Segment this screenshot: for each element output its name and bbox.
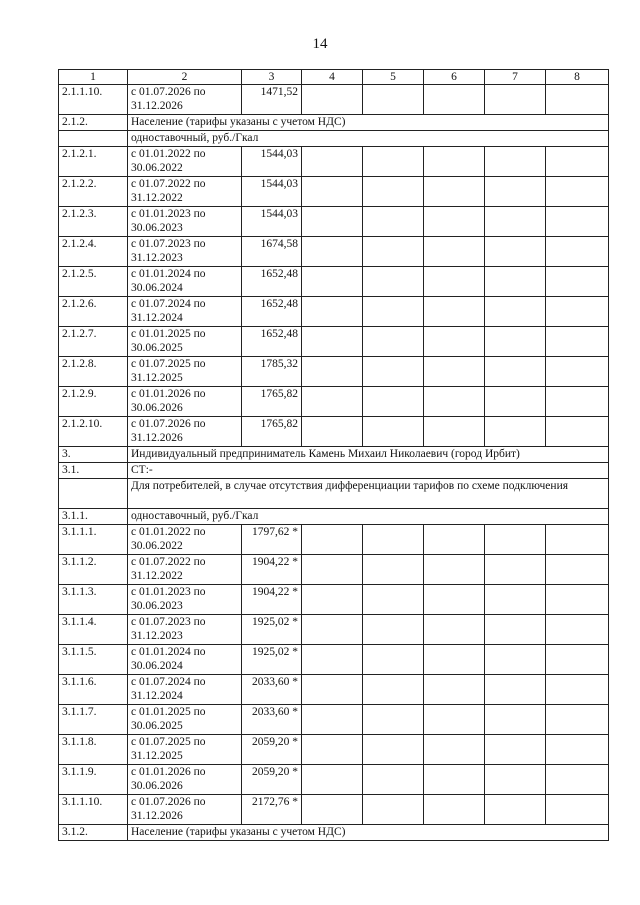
period-cell <box>128 147 242 177</box>
empty-cell <box>363 357 424 387</box>
empty-cell <box>546 525 609 555</box>
period-line: с 01.07.2025 по <box>131 736 206 748</box>
empty-cell <box>485 267 546 297</box>
empty-cell <box>485 525 546 555</box>
empty-cell <box>485 297 546 327</box>
period-line: с 01.01.2026 по <box>131 388 206 400</box>
empty-cell <box>546 675 609 705</box>
empty-cell <box>485 327 546 357</box>
row-number: 2.1.2.5. <box>59 267 128 297</box>
empty-cell <box>546 297 609 327</box>
table-row <box>59 615 609 645</box>
period-cell <box>128 585 242 615</box>
tariff-value: 1652,48 <box>242 327 302 357</box>
header-cell: 2 <box>128 70 242 85</box>
period-line: 31.12.2026 <box>131 810 183 822</box>
empty-cell <box>485 795 546 825</box>
table-row <box>59 555 609 585</box>
period-line: 31.12.2025 <box>131 372 183 384</box>
empty-cell <box>302 645 363 675</box>
empty-cell <box>485 765 546 795</box>
period-line: 30.06.2026 <box>131 780 183 792</box>
row-number: 3.1.1.7. <box>59 705 128 735</box>
header-cell: 1 <box>59 70 128 85</box>
empty-cell <box>485 645 546 675</box>
empty-cell <box>363 705 424 735</box>
section-title: Население (тарифы указаны с учетом НДС) <box>128 115 609 131</box>
empty-cell <box>424 147 485 177</box>
empty-cell <box>485 705 546 735</box>
empty-cell <box>424 387 485 417</box>
period-line: 30.06.2023 <box>131 600 183 612</box>
empty-cell <box>302 795 363 825</box>
empty-cell <box>302 177 363 207</box>
header-cell: 7 <box>485 70 546 85</box>
empty-cell <box>424 795 485 825</box>
tariff-value: 1797,62 * <box>242 525 302 555</box>
empty-cell <box>485 85 546 115</box>
tariff-value: 2172,76 * <box>242 795 302 825</box>
empty-cell <box>546 615 609 645</box>
row-number: 3.1. <box>59 463 128 479</box>
period-line: с 01.01.2025 по <box>131 328 206 340</box>
row-number: 2.1.2. <box>59 115 128 131</box>
empty-cell <box>424 525 485 555</box>
period-line: с 01.01.2024 по <box>131 646 206 658</box>
empty-cell <box>424 267 485 297</box>
empty-cell <box>546 705 609 735</box>
table-row <box>59 387 609 417</box>
empty-cell <box>424 585 485 615</box>
tariff-value: 1765,82 <box>242 387 302 417</box>
row-number: 2.1.2.1. <box>59 147 128 177</box>
period-line: 30.06.2025 <box>131 342 183 354</box>
row-number: 3.1.1.5. <box>59 645 128 675</box>
empty-cell <box>546 645 609 675</box>
tariff-value: 1925,02 * <box>242 645 302 675</box>
page-number: 14 <box>312 36 328 52</box>
row-number: 2.1.2.10. <box>59 417 128 447</box>
period-line: 31.12.2023 <box>131 630 183 642</box>
table-row <box>59 825 609 841</box>
empty-cell <box>363 417 424 447</box>
empty-cell <box>546 147 609 177</box>
empty-cell <box>485 357 546 387</box>
table-row <box>59 147 609 177</box>
empty-cell <box>546 735 609 765</box>
empty-cell <box>424 417 485 447</box>
table-row <box>59 585 609 615</box>
section-title: одноставочный, руб./Гкал <box>128 131 609 147</box>
row-number: 2.1.1.10. <box>59 85 128 115</box>
period-line: с 01.07.2025 по <box>131 358 206 370</box>
period-cell <box>128 387 242 417</box>
tariff-value: 1652,48 <box>242 297 302 327</box>
period-line: с 01.01.2022 по <box>131 526 206 538</box>
tariff-value: 1904,22 * <box>242 555 302 585</box>
empty-cell <box>363 765 424 795</box>
period-cell <box>128 237 242 267</box>
tariff-value: 2033,60 * <box>242 705 302 735</box>
period-line: с 01.01.2024 по <box>131 268 206 280</box>
header-cell: 8 <box>546 70 609 85</box>
period-cell <box>128 705 242 735</box>
empty-cell <box>424 297 485 327</box>
section-title: одноставочный, руб./Гкал <box>128 509 609 525</box>
tariff-value: 1904,22 * <box>242 585 302 615</box>
tariff-table <box>58 69 609 841</box>
empty-cell <box>363 585 424 615</box>
table-row <box>59 85 609 115</box>
empty-cell <box>485 735 546 765</box>
empty-cell <box>424 237 485 267</box>
row-number: 3. <box>59 447 128 463</box>
empty-cell <box>485 207 546 237</box>
period-line: с 01.07.2024 по <box>131 298 206 310</box>
empty-cell <box>363 237 424 267</box>
empty-cell <box>363 267 424 297</box>
period-cell <box>128 555 242 585</box>
empty-cell <box>424 645 485 675</box>
empty-cell <box>485 555 546 585</box>
table-row <box>59 327 609 357</box>
row-number: 3.1.1.2. <box>59 555 128 585</box>
table-row <box>59 525 609 555</box>
period-cell <box>128 615 242 645</box>
row-number: 2.1.2.4. <box>59 237 128 267</box>
table-row <box>59 735 609 765</box>
empty-cell <box>424 327 485 357</box>
empty-cell <box>302 525 363 555</box>
period-cell <box>128 297 242 327</box>
empty-cell <box>546 585 609 615</box>
row-number: 3.1.2. <box>59 825 128 841</box>
empty-cell <box>302 237 363 267</box>
empty-cell <box>424 765 485 795</box>
table-row <box>59 479 609 509</box>
empty-cell <box>424 555 485 585</box>
period-cell <box>128 735 242 765</box>
row-number: 3.1.1.8. <box>59 735 128 765</box>
empty-cell <box>424 735 485 765</box>
empty-cell <box>424 615 485 645</box>
period-line: с 01.07.2026 по <box>131 86 206 98</box>
period-line: с 01.07.2023 по <box>131 238 206 250</box>
period-cell <box>128 645 242 675</box>
period-cell <box>128 177 242 207</box>
header-cell: 3 <box>242 70 302 85</box>
empty-cell <box>485 177 546 207</box>
header-cell: 4 <box>302 70 363 85</box>
empty-cell <box>424 675 485 705</box>
empty-cell <box>302 585 363 615</box>
period-cell <box>128 525 242 555</box>
empty-cell <box>363 147 424 177</box>
table-row <box>59 705 609 735</box>
empty-cell <box>302 765 363 795</box>
empty-cell <box>424 705 485 735</box>
empty-cell <box>302 705 363 735</box>
row-number: 2.1.2.9. <box>59 387 128 417</box>
row-number: 3.1.1.4. <box>59 615 128 645</box>
row-number <box>59 131 128 147</box>
period-line: с 01.07.2026 по <box>131 418 206 430</box>
period-cell <box>128 327 242 357</box>
header-cell: 5 <box>363 70 424 85</box>
period-line: с 01.01.2023 по <box>131 586 206 598</box>
empty-cell <box>363 207 424 237</box>
period-cell <box>128 417 242 447</box>
period-line: с 01.07.2022 по <box>131 556 206 568</box>
table-row <box>59 463 609 479</box>
table-row <box>59 237 609 267</box>
period-cell <box>128 795 242 825</box>
period-line: 31.12.2022 <box>131 192 183 204</box>
period-line: 30.06.2024 <box>131 660 183 672</box>
period-line: 30.06.2024 <box>131 282 183 294</box>
tariff-value: 1471,52 <box>242 85 302 115</box>
tariff-value: 1925,02 * <box>242 615 302 645</box>
empty-cell <box>302 675 363 705</box>
table-row <box>59 645 609 675</box>
tariff-value: 1674,58 <box>242 237 302 267</box>
empty-cell <box>485 387 546 417</box>
empty-cell <box>546 357 609 387</box>
empty-cell <box>424 357 485 387</box>
empty-cell <box>363 675 424 705</box>
table-row <box>59 207 609 237</box>
empty-cell <box>363 177 424 207</box>
table-row <box>59 357 609 387</box>
table-row <box>59 267 609 297</box>
empty-cell <box>424 85 485 115</box>
row-number: 3.1.1.1. <box>59 525 128 555</box>
period-line: с 01.01.2026 по <box>131 766 206 778</box>
table-body <box>59 70 609 841</box>
empty-cell <box>485 615 546 645</box>
period-line: 31.12.2022 <box>131 570 183 582</box>
period-line: с 01.07.2024 по <box>131 676 206 688</box>
empty-cell <box>302 327 363 357</box>
empty-cell <box>363 645 424 675</box>
header-row <box>59 70 609 85</box>
empty-cell <box>363 525 424 555</box>
period-cell <box>128 207 242 237</box>
empty-cell <box>546 417 609 447</box>
header-cell: 6 <box>424 70 485 85</box>
table-row <box>59 509 609 525</box>
period-cell <box>128 675 242 705</box>
empty-cell <box>363 387 424 417</box>
row-number: 3.1.1.10. <box>59 795 128 825</box>
period-line: с 01.07.2026 по <box>131 796 206 808</box>
empty-cell <box>363 795 424 825</box>
empty-cell <box>546 237 609 267</box>
empty-cell <box>302 297 363 327</box>
empty-cell <box>302 357 363 387</box>
section-title: СТ:- <box>128 463 609 479</box>
empty-cell <box>485 417 546 447</box>
period-cell <box>128 765 242 795</box>
row-number: 3.1.1. <box>59 509 128 525</box>
period-line: 31.12.2026 <box>131 100 183 112</box>
empty-cell <box>302 555 363 585</box>
period-line: 30.06.2023 <box>131 222 183 234</box>
period-line: 31.12.2024 <box>131 312 183 324</box>
row-number: 3.1.1.6. <box>59 675 128 705</box>
period-line: с 01.07.2022 по <box>131 178 206 190</box>
empty-cell <box>363 735 424 765</box>
row-number: 2.1.2.8. <box>59 357 128 387</box>
empty-cell <box>546 555 609 585</box>
empty-cell <box>302 735 363 765</box>
empty-cell <box>363 327 424 357</box>
empty-cell <box>546 327 609 357</box>
period-line: 30.06.2026 <box>131 402 183 414</box>
period-cell <box>128 85 242 115</box>
period-line: 30.06.2022 <box>131 162 183 174</box>
empty-cell <box>302 207 363 237</box>
empty-cell <box>302 85 363 115</box>
table-row <box>59 115 609 131</box>
empty-cell <box>363 85 424 115</box>
empty-cell <box>302 417 363 447</box>
row-number: 3.1.1.9. <box>59 765 128 795</box>
period-line: с 01.01.2022 по <box>131 148 206 160</box>
period-line: 31.12.2025 <box>131 750 183 762</box>
tariff-value: 1652,48 <box>242 267 302 297</box>
period-line: 31.12.2024 <box>131 690 183 702</box>
empty-cell <box>363 555 424 585</box>
row-number: 2.1.2.6. <box>59 297 128 327</box>
table-row <box>59 177 609 207</box>
row-number: 2.1.2.2. <box>59 177 128 207</box>
period-line: 30.06.2025 <box>131 720 183 732</box>
row-number: 2.1.2.3. <box>59 207 128 237</box>
period-cell <box>128 357 242 387</box>
empty-cell <box>485 585 546 615</box>
row-number: 2.1.2.7. <box>59 327 128 357</box>
table-row <box>59 765 609 795</box>
tariff-value: 1765,82 <box>242 417 302 447</box>
tariff-value: 2059,20 * <box>242 765 302 795</box>
table-row <box>59 417 609 447</box>
table-row <box>59 447 609 463</box>
tariff-value: 1544,03 <box>242 147 302 177</box>
period-line: 31.12.2026 <box>131 432 183 444</box>
empty-cell <box>424 177 485 207</box>
row-number: 3.1.1.3. <box>59 585 128 615</box>
period-line: 31.12.2023 <box>131 252 183 264</box>
table-row <box>59 795 609 825</box>
period-cell <box>128 267 242 297</box>
tariff-value: 2059,20 * <box>242 735 302 765</box>
empty-cell <box>546 765 609 795</box>
section-title: Индивидуальный предприниматель Камень Михаил Николаевич (город Ирбит) <box>128 447 609 463</box>
period-line: с 01.01.2025 по <box>131 706 206 718</box>
empty-cell <box>302 387 363 417</box>
tariff-value: 2033,60 * <box>242 675 302 705</box>
tariff-value: 1785,32 <box>242 357 302 387</box>
table-row <box>59 297 609 327</box>
empty-cell <box>485 675 546 705</box>
empty-cell <box>546 85 609 115</box>
tariff-value: 1544,03 <box>242 207 302 237</box>
empty-cell <box>546 207 609 237</box>
table-row <box>59 131 609 147</box>
empty-cell <box>546 177 609 207</box>
empty-cell <box>485 237 546 267</box>
empty-cell <box>302 615 363 645</box>
empty-cell <box>363 297 424 327</box>
empty-cell <box>363 615 424 645</box>
table-row <box>59 675 609 705</box>
empty-cell <box>546 267 609 297</box>
section-title: Для потребителей, в случае отсутствия дифференциации тарифов по схеме подключения <box>128 479 609 509</box>
period-line: с 01.07.2023 по <box>131 616 206 628</box>
tariff-value: 1544,03 <box>242 177 302 207</box>
row-number <box>59 479 128 509</box>
empty-cell <box>302 147 363 177</box>
empty-cell <box>485 147 546 177</box>
empty-cell <box>302 267 363 297</box>
section-title: Население (тарифы указаны с учетом НДС) <box>128 825 609 841</box>
empty-cell <box>424 207 485 237</box>
empty-cell <box>546 795 609 825</box>
period-line: с 01.01.2023 по <box>131 208 206 220</box>
period-line: 30.06.2022 <box>131 540 183 552</box>
empty-cell <box>546 387 609 417</box>
